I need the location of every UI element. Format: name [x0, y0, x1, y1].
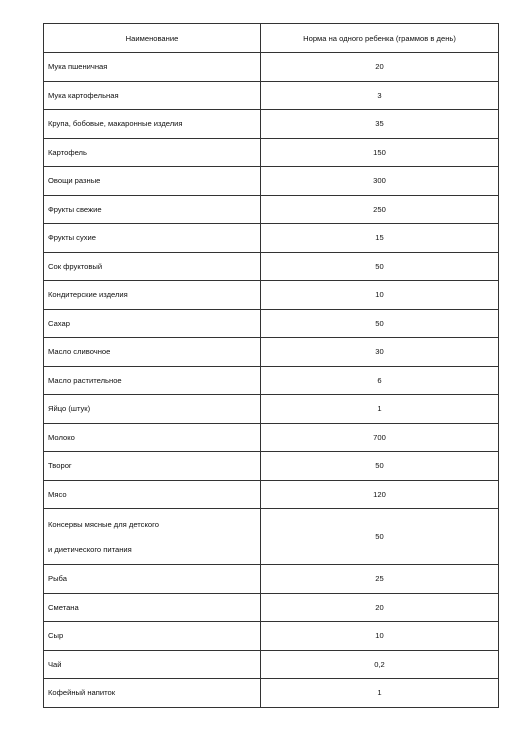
- row-name: Крупа, бобовые, макаронные изделия: [44, 110, 261, 139]
- row-norm: 10: [261, 622, 499, 651]
- table-row: [44, 480, 499, 509]
- row-name: Сыр: [44, 622, 261, 651]
- table-row: [44, 452, 499, 481]
- table-row: [44, 395, 499, 424]
- table-row: [44, 281, 499, 310]
- header-name: Наименование: [44, 24, 261, 53]
- row-norm: 6: [261, 366, 499, 395]
- row-norm: 1: [261, 679, 499, 708]
- table-row: [44, 53, 499, 82]
- row-name: Сок фруктовый: [44, 252, 261, 281]
- table-row: [44, 423, 499, 452]
- row-norm: 25: [261, 565, 499, 594]
- row-norm: 50: [261, 252, 499, 281]
- row-norm: 50: [261, 509, 499, 565]
- row-name: Кондитерские изделия: [44, 281, 261, 310]
- row-norm: 250: [261, 195, 499, 224]
- row-name: Овощи разные: [44, 167, 261, 196]
- table-row: [44, 565, 499, 594]
- row-name: Рыба: [44, 565, 261, 594]
- row-name-line-1: Консервы мясные для детского: [48, 519, 159, 529]
- row-name: Картофель: [44, 138, 261, 167]
- row-norm: 10: [261, 281, 499, 310]
- table-row: [44, 338, 499, 367]
- row-name: Масло растительное: [44, 366, 261, 395]
- row-name: Мука картофельная: [44, 81, 261, 110]
- table-row: [44, 679, 499, 708]
- row-name: Сахар: [44, 309, 261, 338]
- table-row: [44, 81, 499, 110]
- row-norm: 150: [261, 138, 499, 167]
- row-name: Яйцо (штук): [44, 395, 261, 424]
- table-row: [44, 110, 499, 139]
- row-name-line-2: и диетического питания: [48, 544, 132, 554]
- row-name: Масло сливочное: [44, 338, 261, 367]
- row-name: Кофейный напиток: [44, 679, 261, 708]
- row-norm: 20: [261, 593, 499, 622]
- row-name: Мясо: [44, 480, 261, 509]
- table-row: [44, 138, 499, 167]
- row-norm: 700: [261, 423, 499, 452]
- table-row: [44, 309, 499, 338]
- table-row: [44, 195, 499, 224]
- row-norm: 120: [261, 480, 499, 509]
- table-row: [44, 622, 499, 651]
- row-norm: 50: [261, 452, 499, 481]
- row-norm: 3: [261, 81, 499, 110]
- table-row: [44, 509, 499, 565]
- table-row: [44, 593, 499, 622]
- row-name: [44, 509, 261, 565]
- table-row: [44, 252, 499, 281]
- row-norm: 1: [261, 395, 499, 424]
- row-name: Мука пшеничная: [44, 53, 261, 82]
- food-norms-table: [43, 23, 499, 708]
- row-norm: 0,2: [261, 650, 499, 679]
- row-name: Творог: [44, 452, 261, 481]
- table-row: [44, 224, 499, 253]
- row-name: Сметана: [44, 593, 261, 622]
- row-norm: 35: [261, 110, 499, 139]
- row-name: Фрукты свежие: [44, 195, 261, 224]
- row-norm: 20: [261, 53, 499, 82]
- table-row: [44, 650, 499, 679]
- row-norm: 50: [261, 309, 499, 338]
- row-norm: 15: [261, 224, 499, 253]
- header-norm: Норма на одного ребенка (граммов в день): [261, 24, 499, 53]
- table-row: [44, 366, 499, 395]
- table-row: [44, 167, 499, 196]
- row-norm: 30: [261, 338, 499, 367]
- row-name: Фрукты сухие: [44, 224, 261, 253]
- row-norm: 300: [261, 167, 499, 196]
- row-name: Чай: [44, 650, 261, 679]
- row-name: Молоко: [44, 423, 261, 452]
- table-header-row: [44, 24, 499, 53]
